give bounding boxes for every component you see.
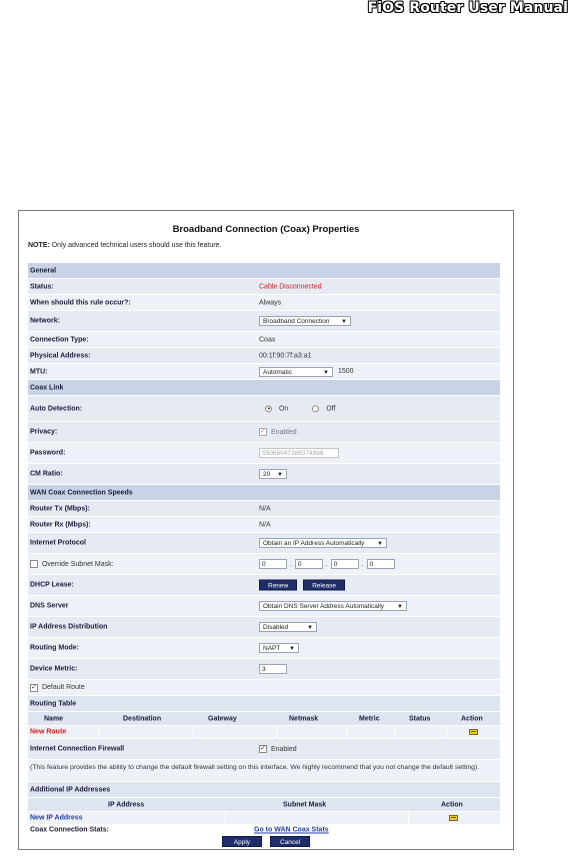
privacy-checkbox[interactable]: ✓ xyxy=(260,428,266,435)
ip-distribution-row xyxy=(28,617,500,638)
edit-icon[interactable] xyxy=(449,815,458,821)
mtu-select-value: Automatic xyxy=(263,368,292,376)
chevron-down-icon: ▼ xyxy=(397,604,403,610)
auto-detection-label: Auto Detection: xyxy=(30,405,83,412)
cm-ratio-select-value: 20 xyxy=(263,471,271,478)
routing-mode-label: Routing Mode: xyxy=(30,644,79,652)
routing-mode-row xyxy=(28,638,500,659)
mtu-label: MTU: xyxy=(30,368,48,375)
subnet-mask-octet-2[interactable]: 0 xyxy=(295,559,323,569)
conn-type-value: Coax xyxy=(259,336,276,343)
rule-value: Always xyxy=(259,299,282,306)
physical-address-label: Physical Address: xyxy=(30,352,91,359)
device-metric-label: Device Metric: xyxy=(30,665,78,673)
mtu-select[interactable] xyxy=(259,367,333,377)
override-subnet-checkbox[interactable] xyxy=(30,560,38,568)
chevron-down-icon: ▼ xyxy=(377,541,383,547)
router-tx-value: N/A xyxy=(259,505,271,512)
manual-header-title: FiOS Router User Manual xyxy=(367,0,568,16)
properties-screenshot xyxy=(18,210,514,850)
routing-col-gateway: Gateway xyxy=(208,715,237,722)
ip-col-subnet: Subnet Mask xyxy=(283,801,327,808)
auto-detection-on-radio[interactable] xyxy=(265,405,272,412)
section-general xyxy=(28,263,500,279)
device-metric-field[interactable]: 3 xyxy=(259,664,287,674)
firewall-label: Internet Connection Firewall xyxy=(30,745,125,753)
ip-col-action: Action xyxy=(441,801,463,808)
section-general-label: General xyxy=(30,267,57,274)
cancel-button[interactable]: Cancel xyxy=(270,836,310,847)
section-coax-link xyxy=(28,380,500,396)
password-row xyxy=(28,443,500,464)
privacy-row xyxy=(28,422,500,443)
section-coax-link-label: Coax Link xyxy=(30,384,64,391)
wan-coax-stats-link[interactable]: Go to WAN Coax Stats xyxy=(254,826,329,834)
default-route-row xyxy=(28,680,500,696)
auto-detection-off-radio[interactable] xyxy=(312,405,319,412)
release-button[interactable]: Release xyxy=(303,580,345,591)
chevron-down-icon: ▼ xyxy=(307,625,313,631)
physical-address-row xyxy=(28,348,500,364)
internet-protocol-label: Internet Protocol xyxy=(30,539,87,547)
note-text: Only advanced technical users should use this feature. xyxy=(51,242,222,249)
routing-col-action: Action xyxy=(461,715,483,722)
cm-ratio-select[interactable] xyxy=(259,469,287,479)
dhcp-lease-row xyxy=(28,575,500,596)
routing-mode-select-value: NAPT xyxy=(263,645,281,652)
properties-panel xyxy=(28,263,500,836)
advanced-note xyxy=(28,242,221,249)
router-rx-row xyxy=(28,517,500,533)
new-ip-address-link[interactable]: New IP Address xyxy=(30,814,83,822)
chevron-down-icon: ▼ xyxy=(323,369,329,376)
default-route-label: Default Route xyxy=(41,684,85,692)
ip-distribution-select[interactable] xyxy=(259,622,317,632)
subnet-mask-octet-3[interactable]: 0 xyxy=(331,559,359,569)
network-label: Network: xyxy=(30,317,60,325)
dhcp-lease-label: DHCP Lease: xyxy=(30,581,74,589)
note-label: NOTE: xyxy=(28,242,50,249)
network-select-value: Broadband Connection xyxy=(263,318,330,325)
rule-row xyxy=(28,295,500,311)
routing-table-header xyxy=(28,712,500,726)
dns-server-select[interactable] xyxy=(259,601,407,611)
network-row xyxy=(28,311,500,332)
router-rx-label: Router Rx (Mbps): xyxy=(30,521,91,528)
routing-col-netmask: Netmask xyxy=(289,715,319,722)
routing-mode-select[interactable] xyxy=(259,643,299,653)
new-route-link[interactable]: New Route xyxy=(30,728,67,736)
ip-distribution-label: IP Address Distribution xyxy=(30,623,108,631)
router-tx-row xyxy=(28,501,500,517)
status-value: Cable Disconnected xyxy=(259,283,322,290)
password-field[interactable]: 55066947388374988 xyxy=(259,448,339,458)
cm-ratio-label: CM Ratio: xyxy=(30,470,63,478)
firewall-note: (This feature provides the ability to change the default firewall setting on this interface. We highly recommend that you not change the default setting). xyxy=(30,764,480,771)
status-label: Status: xyxy=(30,283,54,290)
firewall-checkbox[interactable]: ✓ xyxy=(260,745,266,752)
auto-detection-on-label: On xyxy=(278,405,289,413)
renew-button[interactable]: Renew xyxy=(259,580,297,591)
router-rx-value: N/A xyxy=(259,521,271,528)
auto-detection-off-label: Off xyxy=(326,405,336,413)
firewall-row xyxy=(28,739,500,760)
dialog-title: Broadband Connection (Coax) Properties xyxy=(172,224,360,235)
cm-ratio-row xyxy=(28,464,500,485)
chevron-down-icon: ▼ xyxy=(341,319,347,325)
chevron-down-icon: ▼ xyxy=(277,472,283,478)
dns-server-select-value: Obtain DNS Server Address Automatically xyxy=(263,603,385,610)
routing-col-name: Name xyxy=(44,715,64,722)
chevron-down-icon: ▼ xyxy=(289,646,295,652)
mtu-row xyxy=(28,364,500,380)
section-wan-speeds xyxy=(28,485,500,501)
physical-address-value: 00:1f:90:7f:a3:a1 xyxy=(259,352,312,359)
section-routing-table-label: Routing Table xyxy=(30,700,77,707)
section-wan-speeds-label: WAN Coax Connection Speeds xyxy=(30,489,133,496)
subnet-mask-octet-4[interactable]: 0 xyxy=(367,559,395,569)
mtu-value: 1500 xyxy=(337,368,354,376)
section-routing-table xyxy=(28,696,500,712)
override-subnet-row: Override Subnet Mask: 0 . 0 . 0 . 0 xyxy=(28,554,500,575)
edit-icon[interactable] xyxy=(469,729,478,735)
routing-col-destination: Destination xyxy=(123,715,162,722)
status-row xyxy=(28,279,500,295)
internet-protocol-select-value: Obtain an IP Address Automatically xyxy=(263,540,365,547)
internet-protocol-select[interactable] xyxy=(259,538,387,548)
firewall-note-row xyxy=(28,760,500,782)
override-subnet-label: Override Subnet Mask: xyxy=(41,560,114,568)
firewall-value: Enabled xyxy=(270,745,297,753)
privacy-label: Privacy: xyxy=(30,428,58,436)
conn-type-row xyxy=(28,332,500,348)
section-additional-ip xyxy=(28,782,500,798)
router-tx-label: Router Tx (Mbps): xyxy=(30,505,90,512)
password-label: Password: xyxy=(30,449,66,457)
table-row xyxy=(28,812,500,825)
internet-protocol-row xyxy=(28,533,500,554)
table-row xyxy=(28,726,500,739)
default-route-checkbox[interactable]: ✓ xyxy=(31,683,37,691)
subnet-mask-octet-1[interactable]: 0 xyxy=(259,559,287,569)
ip-col-address: IP Address xyxy=(108,801,145,808)
routing-col-metric: Metric xyxy=(359,715,380,722)
privacy-value: Enabled xyxy=(270,428,297,436)
ip-distribution-select-value: Disabled xyxy=(263,624,289,631)
network-select[interactable] xyxy=(259,316,351,326)
dns-server-row xyxy=(28,596,500,617)
apply-button[interactable]: Apply xyxy=(222,836,262,847)
coax-stats-label: Coax Connection Stats: xyxy=(30,826,109,834)
section-additional-ip-label: Additional IP Addresses xyxy=(30,786,111,793)
routing-col-status: Status xyxy=(409,715,431,722)
dns-server-label: DNS Server xyxy=(30,602,69,610)
auto-detection-row xyxy=(28,396,500,422)
dialog-footer xyxy=(19,836,513,847)
conn-type-label: Connection Type: xyxy=(30,336,89,343)
additional-ip-header xyxy=(28,798,500,812)
rule-label: When should this rule occur?: xyxy=(30,299,131,306)
device-metric-row xyxy=(28,659,500,680)
coax-stats-row xyxy=(28,825,500,836)
